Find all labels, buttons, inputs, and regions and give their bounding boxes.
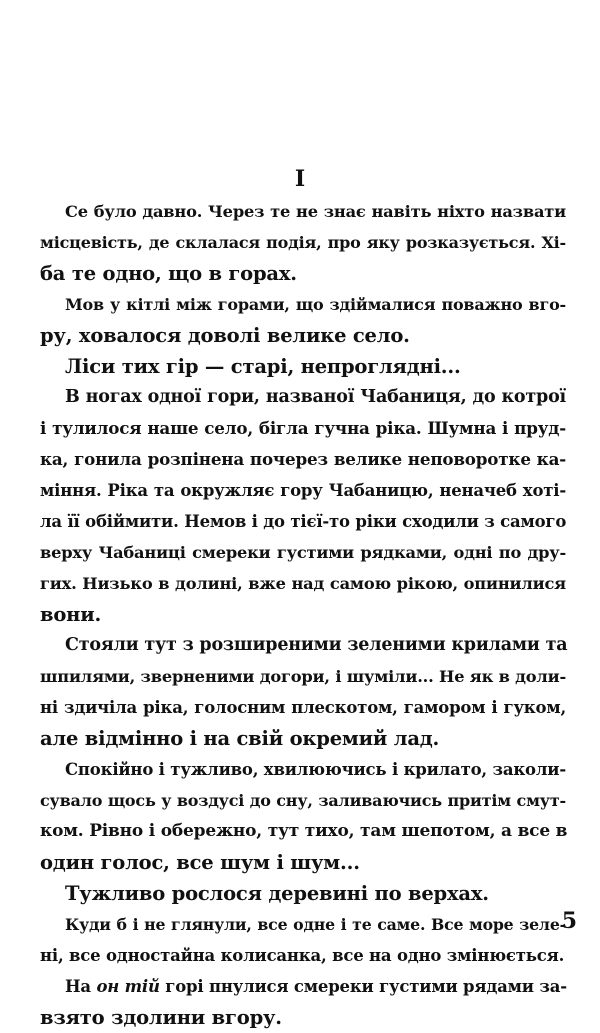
text-segment: горі пнулися смереки густими рядами за- [159, 977, 567, 996]
text-line: Ліси тих гір — старі, непроглядні... [65, 355, 461, 378]
text-line: Куди б і не глянули, все одне і те саме. Все море зеле- [65, 915, 566, 934]
text-line: шпилями, зверненими догори, і шуміли... Не як в доли- [40, 667, 567, 686]
text-line: міння. Ріка та окружляє гору Чабаницю, неначеб хоті- [40, 481, 566, 500]
text-line: Тужливо рослося деревині по верхах. [65, 882, 489, 905]
text-line: взято здолини вгору. [40, 1006, 282, 1029]
text-line: але відмінно і на свій окремий лад. [40, 727, 440, 750]
text-line: сувало щось у воздусі до сну, заливаючись притім смут- [40, 791, 566, 810]
text-line: В ногах одної гори, названої Чабаниця, до котрої [65, 387, 566, 407]
text-segment: На [65, 977, 97, 996]
text-line: верху Чабаниці смереки густими рядками, одні по дру- [40, 543, 566, 562]
text-line: вони. [40, 603, 102, 626]
body-text [40, 196, 566, 1033]
text-line: Спокійно і тужливо, хвилюючись і крилато, заколи- [65, 760, 566, 779]
text-line: ком. Рівно і обережно, тут тихо, там шепотом, а все в [40, 821, 568, 841]
text-line: ру, ховалося доволі велике село. [40, 324, 410, 347]
page-number: 5 [561, 908, 577, 934]
italic-phrase: он тій [96, 977, 160, 996]
text-line: ба те одно, що в горах. [40, 262, 297, 285]
text-line: ла її обіймити. Немов і до тієї-то ріки сходили з самого [40, 512, 567, 531]
text-line: місцевість, де склалася подія, про яку розказується. Хі- [40, 233, 566, 252]
text-line: Мов у кітлі між горами, що здіймалися поважно вго- [65, 295, 566, 314]
text-line: і тулилося наше село, бігла гучна ріка. Шумна і пруд- [40, 418, 566, 438]
text-line: ні, все одностайна колисанка, все на одно змінюється. [40, 946, 565, 965]
text-line: ка, гонила розпінена почерез велике неповоротке ка- [40, 449, 566, 469]
chapter-title: I [294, 166, 306, 192]
text-line: один голос, все шум і шум... [40, 851, 360, 874]
text-line: гих. Низько в долині, вже над самою рікою, опинилися [40, 574, 566, 593]
text-line: ні здичіла ріка, голосним плескотом, гамором і гуком, [40, 698, 566, 717]
text-line: Стояли тут з розширеними зеленими крилами та [65, 635, 568, 655]
text-line: Се було давно. Через те не знає навіть ніхто назвати [65, 202, 566, 221]
text-line [40, 971, 566, 1002]
